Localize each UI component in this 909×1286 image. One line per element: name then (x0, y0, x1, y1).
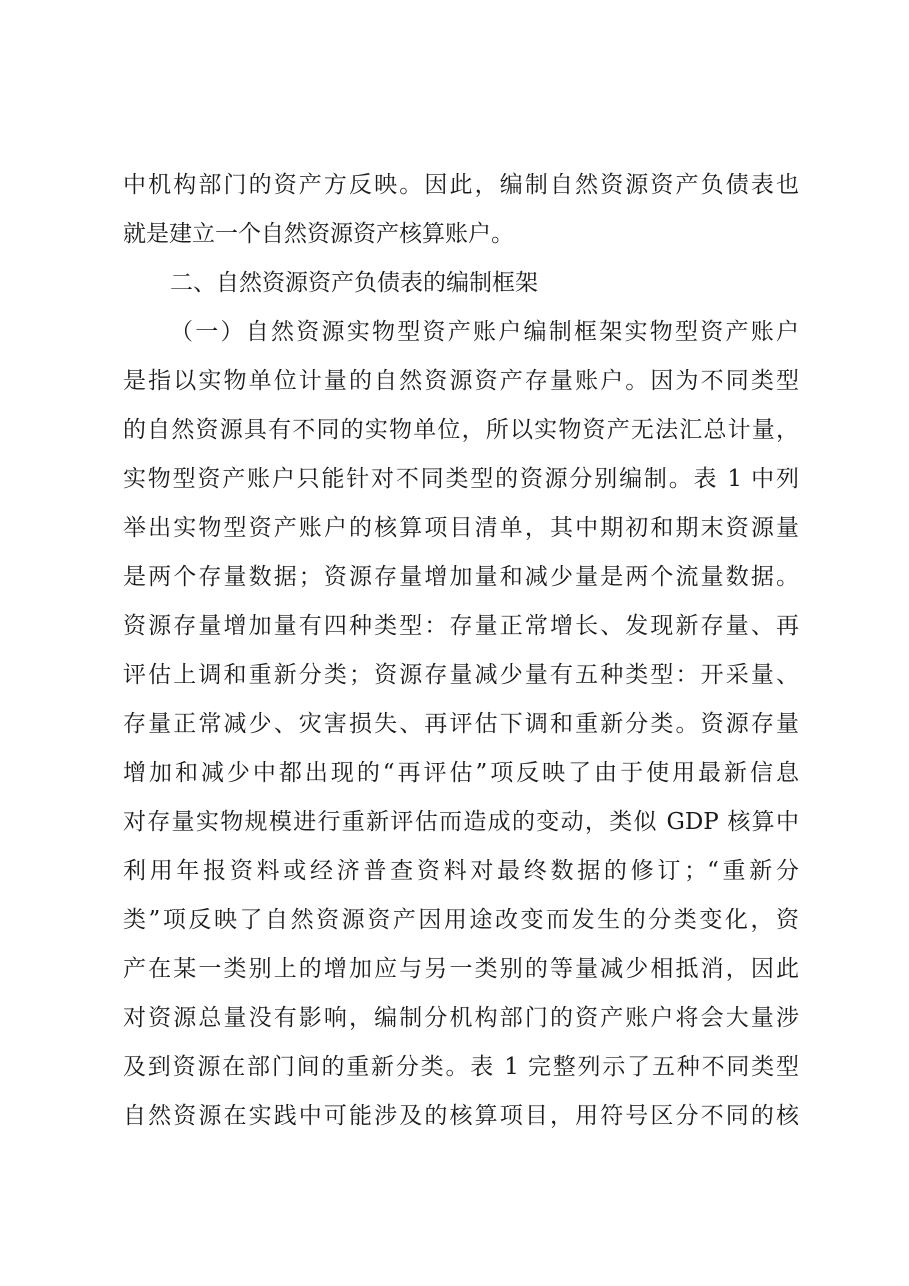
body-text-line: 是两个存量数据；资源存量增加量和减少量是两个流量数据。 (123, 564, 799, 590)
body-text-line: 存量正常减少、灾害损失、再评估下调和重新分类。资源存量 (123, 711, 799, 737)
body-text-line: 实物型资产账户只能针对不同类型的资源分别编制。表 1 中列 (123, 466, 799, 492)
body-text-line: 评估上调和重新分类；资源存量减少量有五种类型：开采量、 (123, 662, 799, 688)
body-text-line: 是指以实物单位计量的自然资源资产存量账户。因为不同类型 (123, 368, 799, 394)
subsection-heading-line: （一）自然资源实物型资产账户编制框架实物型资产账户 (170, 319, 799, 345)
body-text-line: 资源存量增加量有四种类型：存量正常增长、发现新存量、再 (123, 613, 799, 639)
body-text-line: 自然资源在实践中可能涉及的核算项目，用符号区分不同的核 (123, 1103, 799, 1129)
body-text-line: 增加和减少中都出现的“再评估”项反映了由于使用最新信息 (123, 760, 799, 786)
body-text-line: 举出实物型资产账户的核算项目清单，其中期初和期末资源量 (123, 515, 799, 541)
body-text-line: 对存量实物规模进行重新评估而造成的变动，类似 GDP 核算中 (123, 809, 799, 835)
body-text-line: 利用年报资料或经济普查资料对最终数据的修订；“重新分 (123, 858, 799, 884)
body-text-line: 就是建立一个自然资源资产核算账户。 (123, 221, 514, 247)
body-text-line: 类”项反映了自然资源资产因用途改变而发生的分类变化，资 (123, 907, 799, 933)
section-heading: 二、自然资源资产负债表的编制框架 (170, 270, 538, 296)
body-text-line: 产在某一类别上的增加应与另一类别的等量减少相抵消，因此 (123, 956, 799, 982)
body-text-line: 对资源总量没有影响，编制分机构部门的资产账户将会大量涉 (123, 1005, 799, 1031)
body-text-line: 的自然资源具有不同的实物单位，所以实物资产无法汇总计量， (123, 417, 799, 443)
body-text-line: 及到资源在部门间的重新分类。表 1 完整列示了五种不同类型 (123, 1054, 799, 1080)
body-text-line: 中机构部门的资产方反映。因此，编制自然资源资产负债表也 (123, 172, 799, 198)
